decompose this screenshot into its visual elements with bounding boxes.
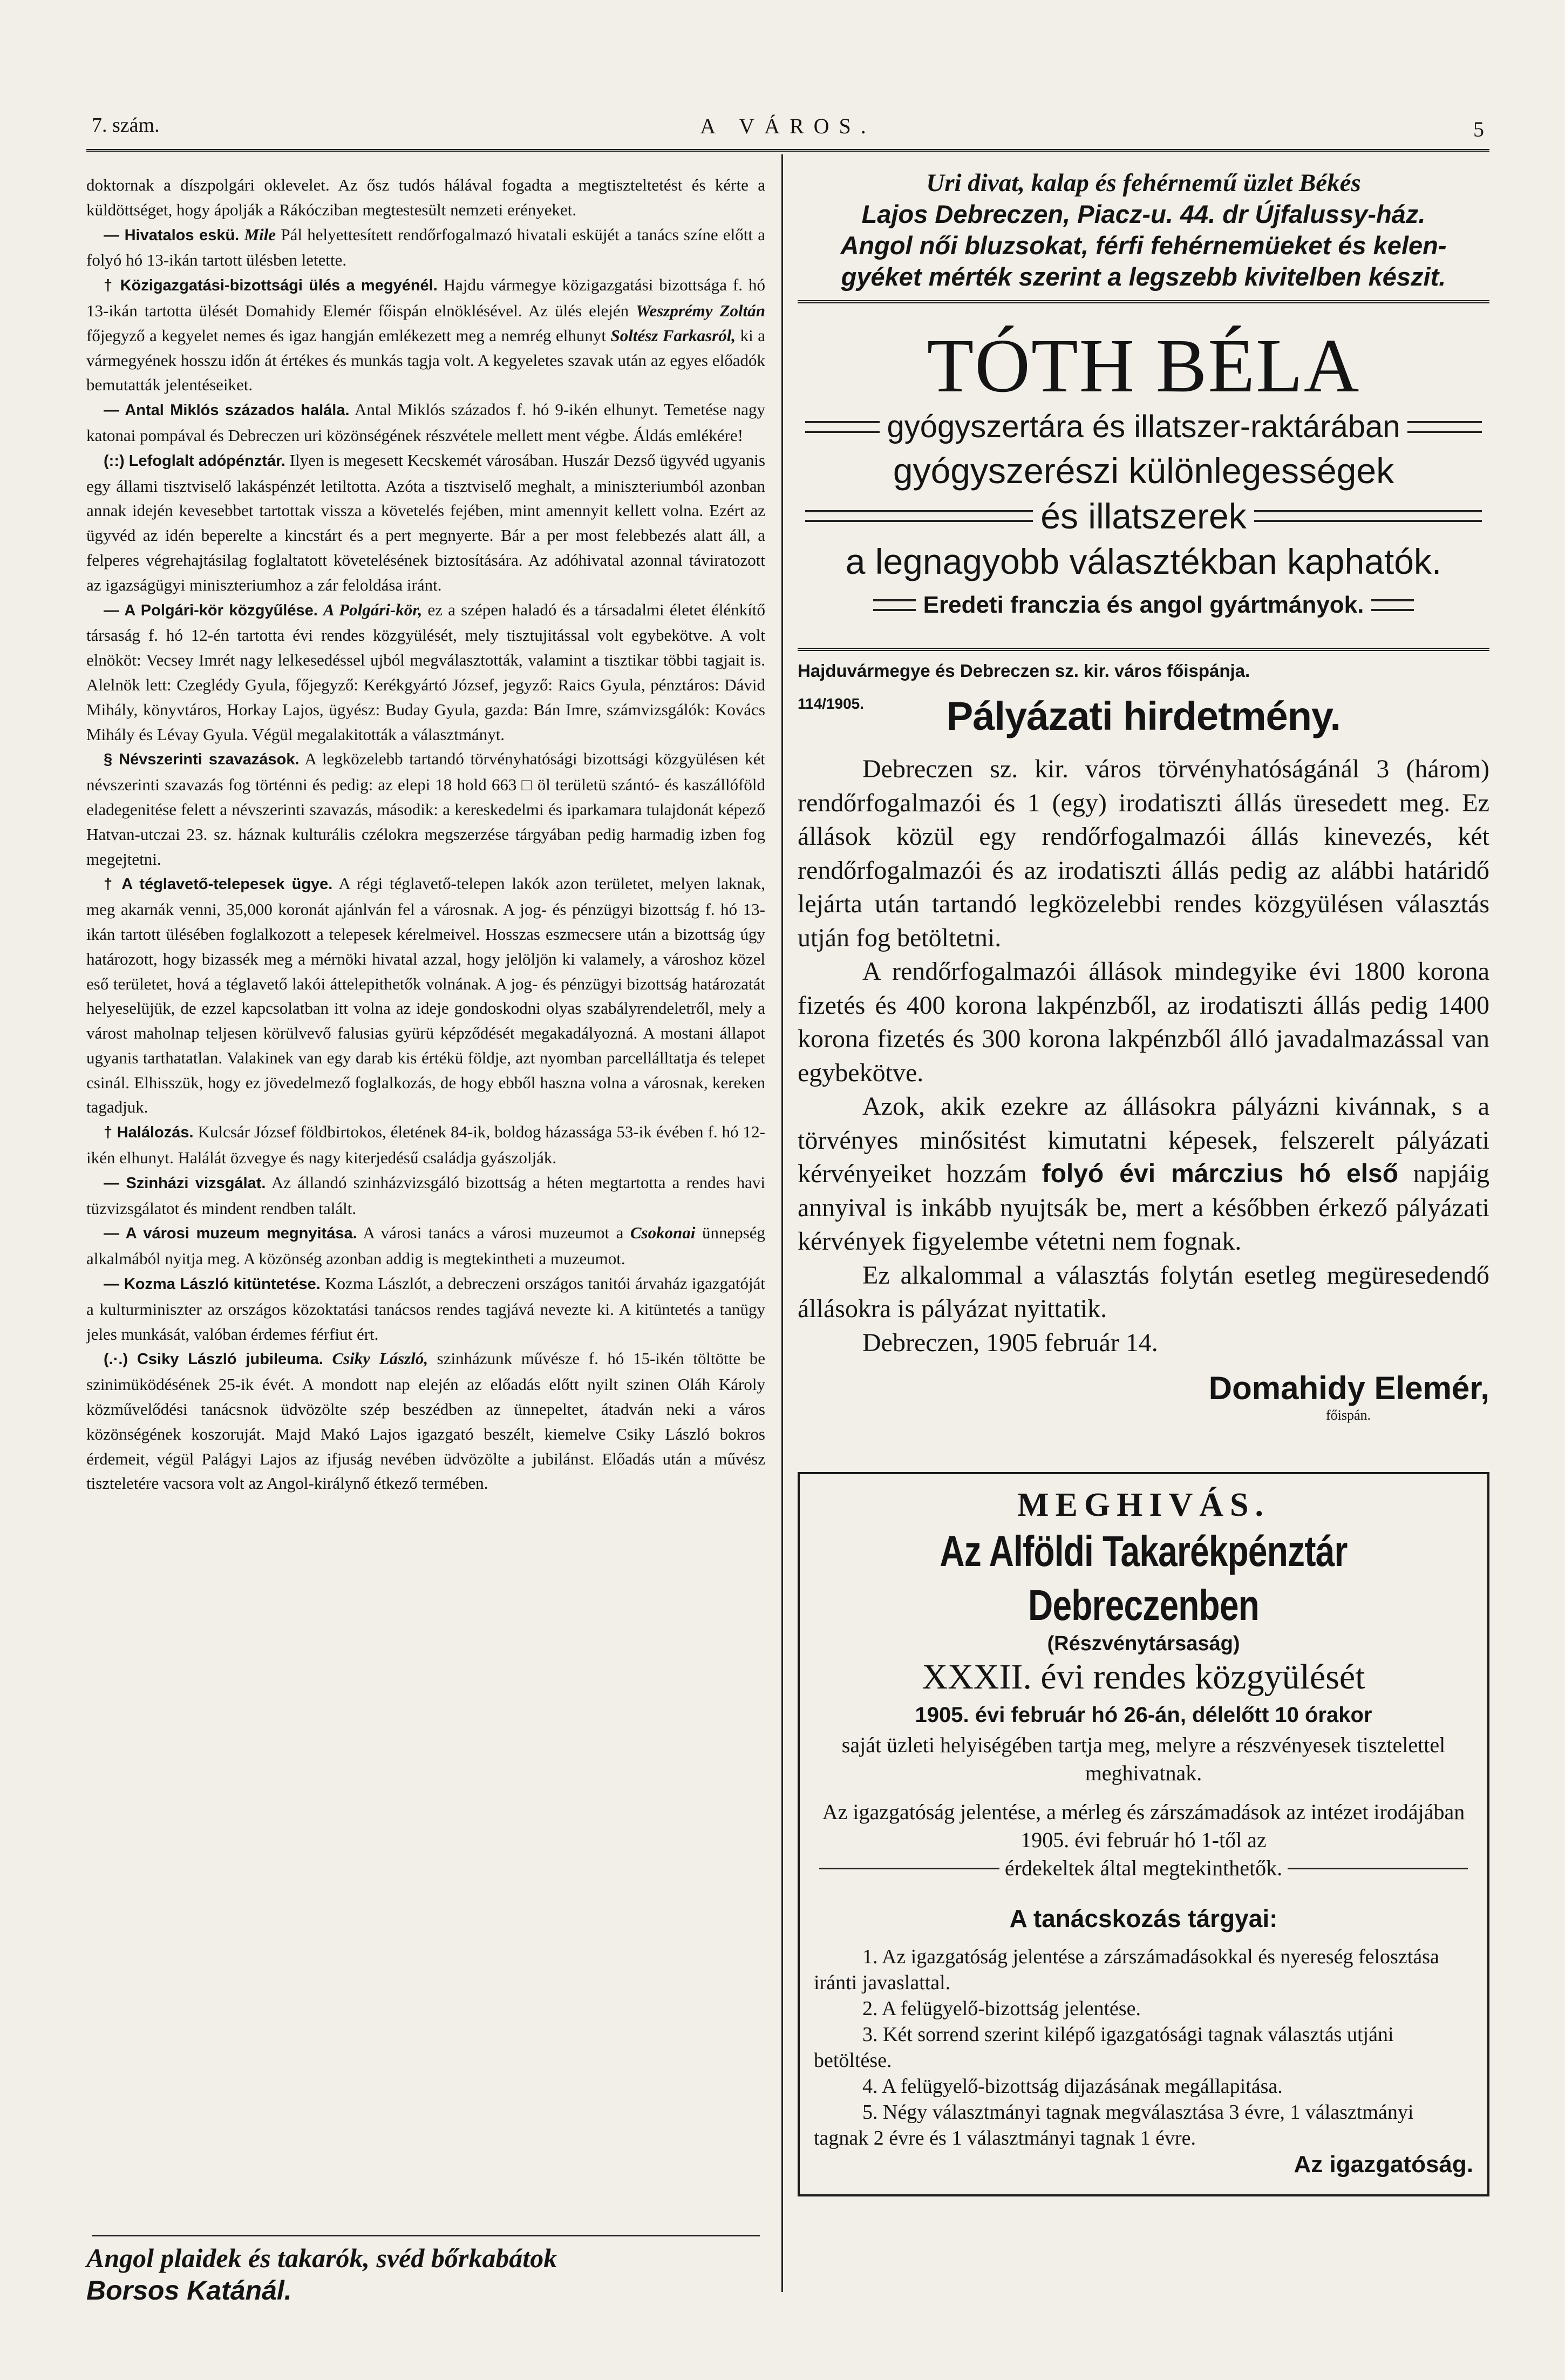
issue-number: 7. szám. [92,114,160,137]
article-text: A legközelebb tartandó törvényhatósági bizottsági közgyülésen két névszerinti szavazás fog történni és pedig: az elepi 18 hold 663 □ öl területü szántó- és kaszállóföld eladegenitése felett a névszerinti szavazás, második: a kereskedelmi és iparkamara tulajdonát képező Hatvan-utczai 23. sz. háznak kulturális czélokra megszerzése tárgyában pedig harmadig izben fog megejtetni. [86,749,765,869]
article-heading: — A Polgári-kör közgyűlése. [104,601,318,619]
ad-line: és illatszerek [1040,496,1247,536]
ad-rule [798,648,1489,651]
meghivas-signature: Az igazgatóság. [1294,2151,1473,2178]
article-name: Csiky László, [332,1349,428,1368]
announcement-paragraph: A rendőrfogalmazói állások mindegyike évi 1800 korona fizetés és 400 korona lakpénzből, az irodatiszti állás pedig 1400 korona fizetés és 300 korona lakpénzből álló javadalmazással van egybekötve. [798,957,1489,1087]
article-text: Hajdu vármegye közigazgatási bizottsága f. hó 13-ikán tartotta ülését Domahidy Elemér főispán elnöklésével. Az ülés elején [86,275,765,320]
article-heading: § Névszerinti szavazások. [104,751,300,769]
article-heading: † A téglavető-telepesek ügye. [104,876,333,893]
announcement-number: 114/1905. [798,695,865,712]
ad-line: Angol plaidek és takarók, svéd bőrkabátok [86,2243,557,2273]
article-heading: — Hivatalos eskü. [104,226,240,244]
meghivas-box [798,1472,1489,2196]
page-header [92,113,1484,151]
ad-toth-bela [798,325,1489,626]
article-polgari-kor [86,598,765,747]
article-heading: — Kozma László kitüntetése. [104,1276,321,1293]
palyazati-hirdetmeny [798,661,1489,1423]
meghivas-topics [814,1944,1473,2151]
article-text: Ilyen is megesett Kecskemét városában. Huszár Dezső ügyvéd ugyanis egy állami tisztviselő lakáspénzét letiltotta. Azóta a tisztviselő meghalt, a miniszteriumból azonban annak idején kevesebbet tartottak vissza a követelés fejében, mint amennyit kellett volna. Ezért az ügyvéd az idén beperelte a kincstárt és a pert megnyerte. Bár a per most felebbezés alatt áll, a felperes végrehajtásilag foglaltatott követelésének biztosítására. Az adóhivatal azonnal táviratozott az igazságügyi miniszteriumhoz a zár feloldása iránt. [86,450,766,594]
article-paragraph: doktornak a díszpolgári oklevelet. Az ősz tudós hálával fogadta a megtiszteltetést és kérte a küldöttséget, hogy ápolják a Rákócziban megtestesült nemzeti erényeket. [86,175,765,219]
announcement-paragraph: Ez alkalommal a választás folytán esetleg megüresedendő állásokra is pályázat nyittatik. [798,1260,1489,1323]
meghivas-topic-item: 2. A felügyelő-bizottság jelentése. [862,1997,1141,2020]
article-heading: (::) Lefoglalt adópénztár. [104,452,285,470]
article-heading: — Antal Miklós százados halála. [104,402,350,419]
page-number: 5 [1473,117,1484,141]
ad-bekes-lajos [798,167,1489,293]
ad-line-row [798,406,1489,448]
article-text: Pál helyettesített rendőrfogalmazó hivatali esküjét a tanács színe előtt a folyó hó 13-ikán tartott ülésben letette. [86,225,766,270]
meghivas-topic-item: 4. A felügyelő-bizottság dijazásának megállapitása. [862,2075,1283,2098]
ad-line: Uri divat, kalap és fehérnemű üzlet Békés [926,169,1361,197]
ad-rule [798,300,1489,303]
meghivas-topics-title: A tanácskozás tárgyai: [1009,1904,1278,1933]
article-teglaveto [86,871,765,1120]
ad-line-row [798,584,1489,626]
meghivas-paragraph: érdekeltek által megtekinthetők. [1004,1856,1283,1880]
meghivas-date: 1905. évi február hó 26-án, délelőtt 10 órakor [915,1703,1372,1727]
meghivas-paragraph: saját üzleti helyiségében tartja meg, melyre a részvényesek tisztelettel meghivatnak. [841,1733,1446,1785]
announcement-title: Pályázati hirdetmény. [946,694,1341,738]
announcement-body [798,752,1489,1360]
ad-rule [86,2235,765,2236]
ad-line-row [798,493,1489,539]
article-text: A régi téglavető-telepen lakók azon területet, melyen laknak, meg akarnák venni, 35,000 koronát ajánlván fel a városnak. A jog- és pénzügyi bizottság f. hó 13-ikán tartott ülésében foglalkozott a telepesek kérelmeivel. Hosszas eszmecsere után a bizottság úgy határozott, hogy bizassék meg a mérnöki hivatal azzal, hogy jelöljön ki valamely, a városhoz közel eső területet, hová a téglavető lakói áttelepithetők volnának. A jog- és pénzügyi bizottság határozatát helyeselüjük, de ezzel kapcsolatban itt volna az ideje gondoskodni olyas szabályrendeletről, mely a várost maholnap teljesen körülvevő falusias gyürü képződését megakadályozná. A mostani állapot ugyanis tarthatatlan. Valakinek van egy darab kis értékü földje, azt nyomban parcellálltatja és telepet csinál. Elhisszük, hogy ez jövedelmező foglalkozás, de hogy ebből haszna volna a városnak, kereken tagadjuk. [86,874,765,1117]
article-heading: — Szinházi vizsgálat. [104,1174,266,1192]
announcement-heading: Hajduvármegye és Debreczen sz. kir. város főispánja. [798,661,1250,681]
article-kozma [86,1271,765,1346]
ad-line: Borsos Katánál. [86,2275,292,2306]
article-text: Kulcsár József földbirtokos, életének 84-ik, boldog házassága 53-ik évében f. hó 12-ikén elhunyt. Halálát özvegye és nagy kiterjedésű családja gyászolják. [86,1122,765,1168]
column-divider [781,154,783,2292]
meghivas-topic-item: 1. Az igazgatóság jelentése a zárszámadásokkal és nyereség felosztása iránti javaslattal. [814,1945,1439,1994]
meghivas-title: MEGHIVÁS. [1017,1487,1270,1523]
ad-line: gyógyszerészi különlegességek [893,451,1394,491]
right-column [798,167,1489,2196]
ad-line: a legnagyobb választékban kaphatók. [845,541,1442,581]
announcement-date: Debreczen, 1905 február 14. [862,1328,1158,1357]
article-szinhazi [86,1170,765,1221]
article-kozigazgatasi [86,273,765,397]
article-halalozas [86,1120,765,1170]
ad-line: gyógyszertára és illatszer-raktárában [887,409,1400,444]
article-csiky [86,1346,765,1496]
article-heading: † Közigazgatási-bizottsági ülés a megyénél. [104,277,438,295]
ad-line: Angol női bluzsokat, férfi fehérnemüeket és kelen- [840,231,1447,260]
article-text: főjegyző a kegyelet nemes és igaz hangján emlékezett meg a nemrég elhunyt [86,326,606,345]
left-column [86,173,765,1496]
ad-toth-name: TÓTH BÉLA [927,323,1360,408]
announcement-signer-title: főispán. [1325,1407,1371,1423]
ad-line: gyéket mérték szerint a legszebb kivitelben készit. [841,262,1446,291]
article-name: Mile [244,225,276,244]
announcement-text: napjáig annyival is inkább nyujtsák be, mert a későbben érkező pályázati kérvények figyelembe vétetni nem fognak. [798,1160,1490,1256]
meghivas-bank: Az Alföldi Takarékpénztár Debreczenben [940,1527,1348,1629]
article-heading: (.·.) Csiky László jubileuma. [104,1351,323,1368]
header-rule [86,149,1489,152]
announcement-paragraph: Debreczen sz. kir. város törvényhatóságánál 3 (három) rendőrfogalmazói és 1 (egy) irodatiszti állás üresedett meg. Ez állások közül egy rendőrfogalmazói állás kinevezés, két rendőrfogalmazói és az irodatiszti állás pedig az alábbi határidő lejárta után tartandó legközelebbi rendes közgyülésen választás utján fog betöltetni. [798,755,1489,952]
meghivas-rt: (Részvénytársaság) [1047,1632,1240,1655]
article-text: Az állandó szinházvizsgáló bizottság a héten megtartotta a rendes havi tüzvizsgálatot és mindent rendben talált. [86,1172,766,1218]
article-muzeum [86,1220,765,1271]
article-nevszerinti [86,747,765,871]
announcement-title-row [798,693,1489,752]
ad-line: Eredeti franczia és angol gyártmányok. [923,592,1364,618]
article-adopenztar [86,448,765,598]
meghivas-paragraph-row [814,1854,1473,1882]
ad-borsos-kata [86,2235,765,2307]
meghivas-topic-item: 3. Két sorrend szerint kilépő igazgatósági tagnak választás utjáni betöltése. [814,2023,1394,2072]
meghivas-topic-item: 5. Négy választmányi tagnak megválasztása 3 évre, 1 választmányi tagnak 2 évre és 1 választmányi tagnak 1 évre. [814,2101,1414,2150]
article-text: ünnepség alkalmából nyitja meg. A közönség azonban addig is megtekintheti a muzeumot. [86,1223,766,1269]
announcement-paragraph [798,1090,1489,1259]
article-text: A városi tanács a városi muzeumot a [363,1223,624,1243]
article-name: A Polgári-kör, [323,600,423,619]
meghivas-paragraph: Az igazgatóság jelentése, a mérleg és zárszámadások az intézet irodájában 1905. évi február hó 1-től az [822,1800,1465,1852]
article-heading: — A városi muzeum megnyitása. [104,1225,357,1243]
article-antal-miklos [86,397,765,448]
ad-line: Lajos Debreczen, Piacz-u. 44. dr Újfalussy-ház. [861,200,1426,228]
article-name: Soltész Farkasról, [610,326,736,345]
article-heading: † Halálozás. [104,1124,194,1142]
article-text: Kozma Lászlót, a debreczeni országos tanitói árvaház igazgatóját a kulturminiszter az országos közoktatási tanácsos rendes tagjává nevezte ki. A kitüntetés a tanügy jeles munkását, valóban érdemes férfiut ért. [86,1274,765,1344]
announcement-text: Azok, akik ezekre az állásokra pályázni kivánnak, s a törvényes minősitést kimutatni képesek, felszerelt pályázati kérvényeiket hozzám [798,1092,1489,1188]
article-name: Weszprémy Zoltán [636,301,766,320]
article-text: Antal Miklós százados f. hó 9-ikén elhunyt. Temetése nagy katonai pompával és Debreczen uri közönségének részvétele mellett ment végbe. Áldás emlékére! [86,400,766,445]
meghivas-kozgyules: XXXII. évi rendes közgyülését [922,1657,1365,1697]
article-text: szinházunk művésze f. hó 15-ikén töltötte be szinimüködésének 25-ik évét. A mondott nap elején az előadás előtt nyilt szinen Oláh Károly közművelődési tanácsnok üdvözölte szép beszédben az ünnepeltet, átadván neki a város közönségének koszoruját. Majd Makó Lajos igazgató beszélt, kiemelve Csiky László bokros érdemeit, végül Palágyi Lajos az ifjuság nevében üdvözölte a jubilánst. Előadás után a művész tiszteletére vacsora volt az Angol-királynő étkező termében. [86,1349,765,1493]
announcement-deadline: folyó évi márczius hó első [1042,1160,1399,1188]
newspaper-title: A VÁROS. [700,114,876,138]
article-text: ez a szépen haladó és a társadalmi életet élénkítő társaság f. hó 12-én tartotta évi rendes közgyülését, mely tisztujitással volt egybekötve. A volt elnököt: Vecsey Imrét nagy lelkesedéssel ujból megválasztották, valamint a tisztikar többi tagjait is. Alelnök lett: Czeglédy Gyula, főjegyző: Kerékgyártó József, jegyző: Raics Gyula, pénztáros: Dávid Mihály, könyvtáros, Horkay Lajos, ügyész: Buday Gyula, gazda: Bán Imre, számvizsgálók: Kovács Mihály és Lévay Gyula. Végül megalakitották a választmányt. [86,600,766,744]
announcement-signer: Domahidy Elemér, [1208,1370,1489,1406]
article-text: ki a vármegyének hosszu időn át értékes és munkás tagja volt. A kegyeletes szavak után az egyes előadók bemutatták jelentéseiket. [86,326,765,395]
article-name: Csokonai [630,1223,696,1243]
article-hivatalos-eskü [86,222,765,273]
